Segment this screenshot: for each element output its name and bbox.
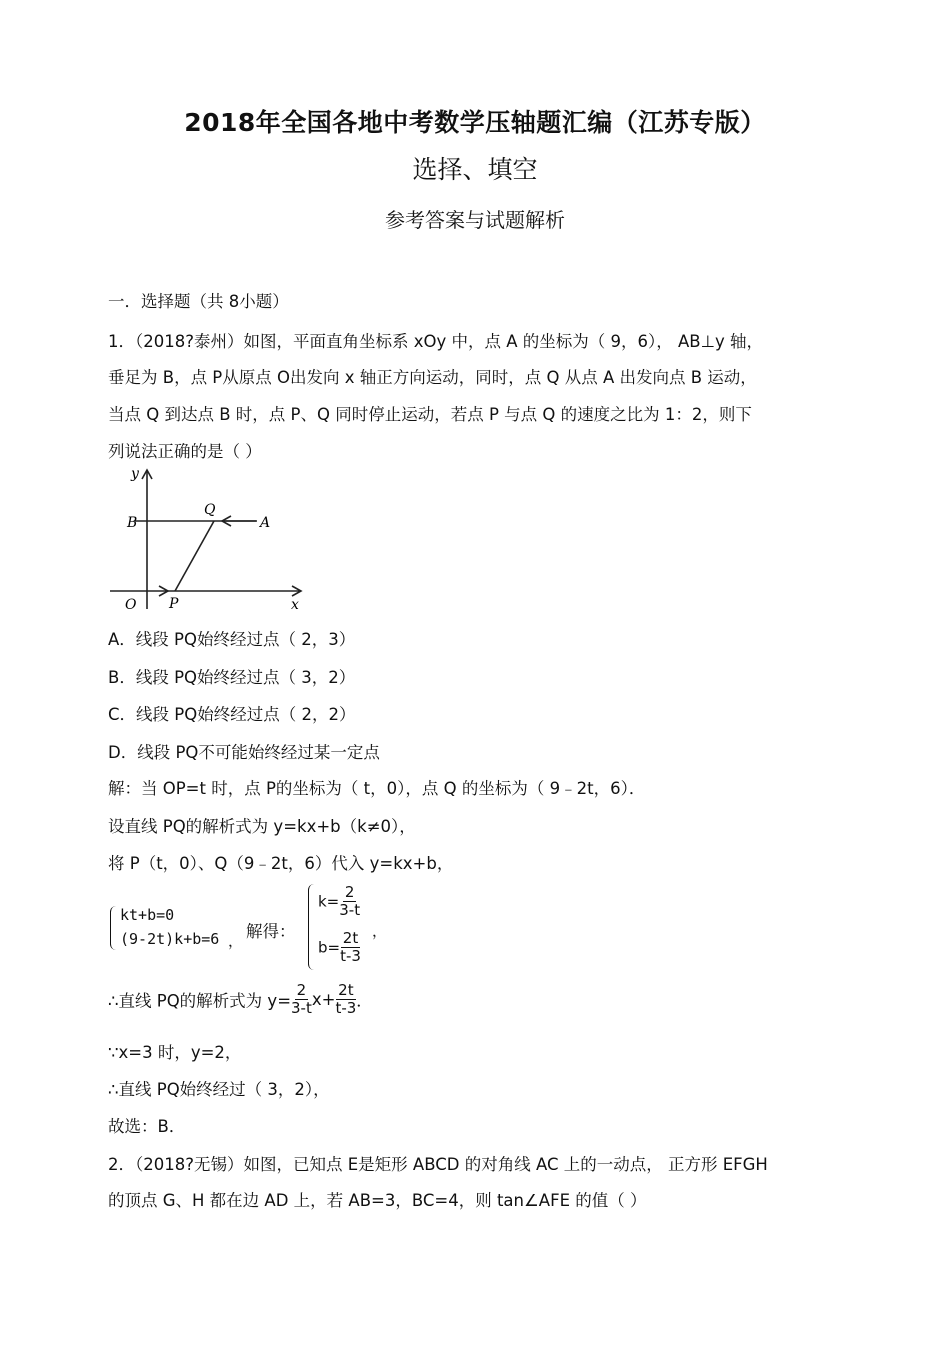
point-q-label: Q	[204, 502, 216, 518]
point-a-label: A	[260, 515, 271, 531]
option-d: D．线段 PQ不可能始终经过某一定点	[108, 743, 380, 762]
k-denominator: 3-t	[339, 901, 361, 919]
solution-system	[306, 882, 396, 974]
origin-label: O	[125, 597, 137, 613]
solution-line: 解：当 OP=t 时，点 P的坐标为（ t，0），点 Q 的坐标为（ 9﹣2t，6）．	[108, 779, 646, 798]
solution-line: ∵x=3 时，y=2，	[108, 1043, 242, 1062]
q1-text-line: 1．（2018?泰州）如图，平面直角坐标系 xOy 中，点 A 的坐标为（ 9，6）， AB⊥y 轴，	[108, 332, 764, 351]
point-p-label: P	[169, 596, 179, 612]
section-heading: 一．选择题（共 8小题）	[108, 292, 289, 311]
b-denominator: t-3	[340, 947, 361, 965]
result-numerator-2: 2t	[338, 981, 354, 999]
system-equation-2: (9-2t)k+b=6	[120, 930, 220, 948]
q2-text-line: 2．（2018?无锡）如图，已知点 E是矩形 ABCD 的对角线 AC 上的一动点， 正方形 EFGH	[108, 1155, 768, 1174]
system-comma: ，	[228, 932, 244, 950]
b-lhs: b=	[318, 938, 341, 957]
q1-text-line: 列说法正确的是（ ）	[108, 442, 262, 461]
system-equation-1: kt+b=0	[120, 906, 175, 924]
result-denominator-2: t-3	[335, 999, 357, 1017]
document-title: 2018年全国各地中考数学压轴题汇编（江苏专版）	[184, 108, 766, 137]
b-numerator: 2t	[342, 929, 359, 947]
solution-line: 将 P（t，0）、Q（9﹣2t，6）代入 y=kx+b，	[108, 854, 454, 873]
answer-line: 故选：B．	[108, 1117, 186, 1136]
document-subtitle-2: 参考答案与试题解析	[385, 208, 565, 232]
result-prefix: ∴直线 PQ的解析式为 y=	[108, 991, 292, 1011]
k-lhs: k=	[318, 892, 340, 911]
q1-text-line: 当点 Q 到达点 B 时，点 P、Q 同时停止运动，若点 P 与点 Q 的速度之比为 1：2，则下	[108, 405, 752, 424]
option-c: C．线段 PQ始终经过点（ 2，2）	[108, 705, 356, 724]
result-numerator-1: 2	[296, 981, 307, 999]
y-axis-label: y	[131, 466, 139, 482]
option-a: A．线段 PQ始终经过点（ 2，3）	[108, 630, 356, 649]
point-b-label: B	[127, 515, 138, 531]
result-end: ．	[356, 991, 373, 1011]
x-axis-label: x	[291, 597, 299, 613]
solution-line: ∴直线 PQ始终经过（ 3，2），	[108, 1080, 330, 1099]
solution-comma: ，	[372, 922, 388, 940]
result-equation	[108, 982, 373, 1017]
b-fraction	[340, 930, 361, 965]
q1-text-line: 垂足为 B，点 P从原点 O出发向 x 轴正方向运动，同时，点 Q 从点 A 出发向点 B 运动，	[108, 368, 757, 387]
k-fraction	[339, 884, 360, 919]
solution-line: 设直线 PQ的解析式为 y=kx+b（k≠0），	[108, 817, 416, 836]
segment-pq	[175, 521, 214, 591]
result-denominator-1: 3-t	[291, 999, 312, 1017]
q1-coordinate-figure	[105, 462, 310, 614]
document-subtitle: 选择、填空	[412, 155, 538, 184]
result-fraction-2	[335, 982, 356, 1017]
result-fraction-1	[291, 982, 312, 1017]
solve-label: 解得：	[246, 922, 296, 941]
option-b: B．线段 PQ始终经过点（ 3，2）	[108, 668, 356, 687]
k-numerator: 2	[344, 883, 355, 901]
equation-system	[108, 904, 248, 954]
q2-text-line: 的顶点 G、H 都在边 AD 上，若 AB=3，BC=4，则 tan∠AFE 的值（ ）	[108, 1191, 647, 1210]
result-x-plus: x+	[311, 990, 336, 1009]
